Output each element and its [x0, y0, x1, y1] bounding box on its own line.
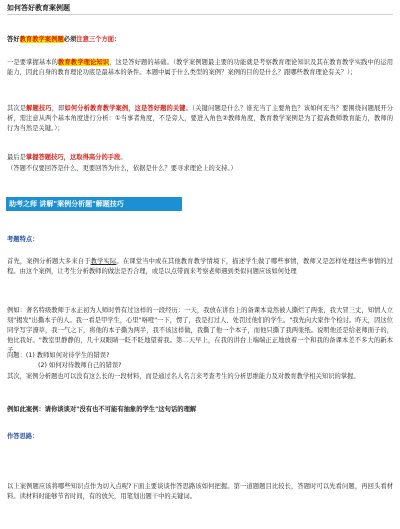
approach-paragraph: 以上案例题应该将哪些知识点作为切入点呢?下面主要谈谈作答思路该如何把握。第一道题题目比较长，答题时可以先看问题，再回头看材料。读材料时能够节省时间，有的放矢，用笔划出题干中的关键词。: [7, 483, 393, 500]
p2-emphasis-1: 解题技巧: [26, 105, 52, 112]
features-after: 。在课堂当中或在其他教育教学情境下，描述学生做了哪些事情，教师又是怎样处理这些事情的过程。由这个案例，让考生分析教师的做法是否合理，或是以点带面来考察老师遇到类似问题应该如何处理: [7, 258, 394, 275]
intro-emphasis: 注意三个方面: [76, 36, 115, 43]
p3-emphasis: 掌握答题技巧，这取得高分的手段: [25, 154, 121, 161]
p1-after: ，这是答好题的基础。（教学案例题最主要的功能就是考察教育理论知识及其在教育教学实践中的运用能力，因此自身的教育理论功底是最基本的条件。本题中属于什么类型的案例？案例的目的是什么？跟哪些教育理论有关？）；: [7, 59, 393, 76]
question-1: (1) 教师如何对待学生的错误?: [25, 352, 110, 359]
section-banner: 助考之师 讲解"案例分析题"解题技巧: [6, 197, 182, 211]
p3-before: 最后是: [7, 154, 26, 161]
intro-highlight: 教育教学案例题: [19, 36, 64, 43]
intro-suffix: ：: [114, 36, 121, 43]
intro-middle: 必须: [63, 36, 77, 43]
question-intro: [7, 352, 109, 360]
section-title-approach: 作答思路：: [7, 433, 39, 440]
features-underline: 教学实际: [90, 258, 117, 265]
p1-before: 一是要掌握基本的: [7, 59, 59, 66]
p2-before: 其次是: [7, 105, 27, 112]
p1-highlight: 教育教学理论知识: [58, 59, 110, 66]
question-label: 问题：: [7, 352, 26, 359]
paragraph-3-line-1: [7, 154, 127, 162]
paragraph-1: [7, 58, 393, 78]
paragraph-2: [7, 104, 393, 134]
section-title-features: 考题特点：: [7, 236, 39, 243]
document-title: 如何答好教育案例题: [7, 4, 70, 12]
example-2-title: 例如此案例：请你谈谈对"没有也不可能有抽象的学生"这句话的理解: [7, 406, 197, 413]
paragraph-3-line-2: （答题不仅要回答是什么，更要回答为什么，依据是什么？要寻求理论上的支持。）: [7, 165, 237, 172]
intro-prefix: 答好: [7, 36, 20, 43]
p2-emphasis-2: 如何分析教育教学案例，这是答好题的关键: [64, 105, 186, 112]
example-paragraph: 例如：著名特级教师于永正初为人师时曾有过这样的一段经历：一天，我放在讲台上的备课本竟然被人撕烂了两张，我大冒三丈，知情人立刻"揭发"出撕本子的人。我一看是甲学生，心里"咯噔"一下，愣了，我是打过人、处罚过他们的学生。"我先向大家作个检讨。昨天，因这位同学写字潦草，我一气之下，将他的本子撕为两半，我不该这样做，我撕了他一个本子，而他只撕了我两张纸。说明他还是给老师面子的，他比我好。"教室里静静的，几十双眼睛一眨不眨地望着我。第二天早上，在我的讲台上端端正正地放着一个和我的备课本差不多大的新本子。: [7, 307, 393, 354]
features-paragraph: [7, 257, 393, 277]
intro-line: [7, 36, 120, 44]
features-paragraph-2: 其次，案例分析题也可以没有这么长的一段材料，而是通过名人名言来考查考生的分析思维能力及对教育教学相关知识的掌握。: [7, 373, 360, 380]
divider: [7, 14, 393, 15]
p2-after: 。（关键问题是什么？谁充当了主要角色？该如何充当？要围绕问题展开分析，需注意从两个基本角度进行分析：①当事者角度，不是旁人，要进入角色②教师角度，教育教学案例是为了提高教师教育能力，教师的行为当然是关键。）；: [7, 105, 394, 132]
p3-after: 。: [120, 154, 127, 161]
features-before: 首先，案例分析题大多来自于: [7, 258, 91, 265]
question-2: (2) 如何对待教师自己的错误?: [38, 362, 122, 369]
p2-mid: ，即: [51, 105, 65, 112]
